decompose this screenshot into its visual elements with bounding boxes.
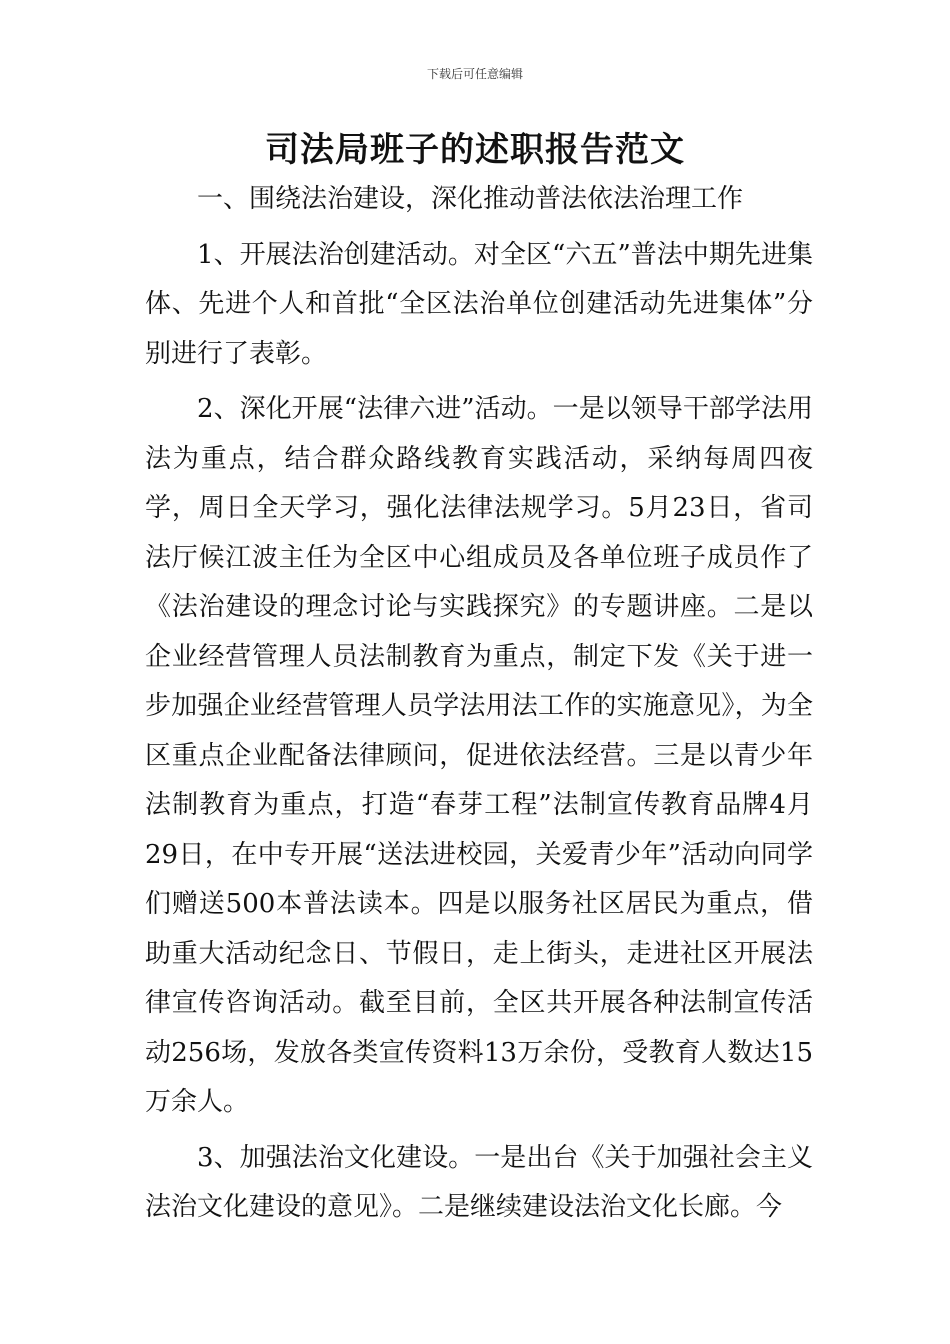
header-note: 下载后可任意编辑 [426, 67, 523, 81]
paragraph-2: 2、深化开展“法律六进”活动。一是以领导干部学法用法为重点，结合群众路线教育实践活动，采纳每周四夜学，周日全天学习，强化法律法规学习。5月23日，省司法厅候江波主任为全区中心组成员及各单位班子成员作了《法治建设的理念讨论与实践探究》的专题讲座。二是以企业经营管理人员法制教育为重点，制定下发《关于进一步加强企业经营管理人员学法用法工作的实施意见》，为全区重点企业配备法律顾问，促进依法经营。三是以青少年法制教育为重点，打造“春芽工程”法制宣传教育品牌4月29日，在中专开展“送法进校园，关爱青少年”活动向同学们赠送500本普法读本。四是以服务社区居民为重点，借助重大活动纪念日、节假日，走上街头，走进社区开展法律宣传咨询活动。截至目前，全区共开展各种法制宣传活动256场，发放各类宣传资料13万余份，受教育人数达15万余人。 [145, 394, 813, 1117]
section-heading: 一、围绕法治建设，深化推动普法依法治理工作 [197, 184, 744, 214]
paragraph-3: 3、加强法治文化建设。一是出台《关于加强社会主义法治文化建设的意见》。二是继续建设法治文化长廊。今 [145, 1142, 813, 1222]
document-body [145, 175, 813, 1233]
paragraph-1: 1、开展法治创建活动。对全区“六五”普法中期先进集体、先进个人和首批“全区法治单位创建活动先进集体”分别进行了表彰。 [145, 239, 813, 369]
document-title: 司法局班子的述职报告范文 [265, 130, 685, 170]
